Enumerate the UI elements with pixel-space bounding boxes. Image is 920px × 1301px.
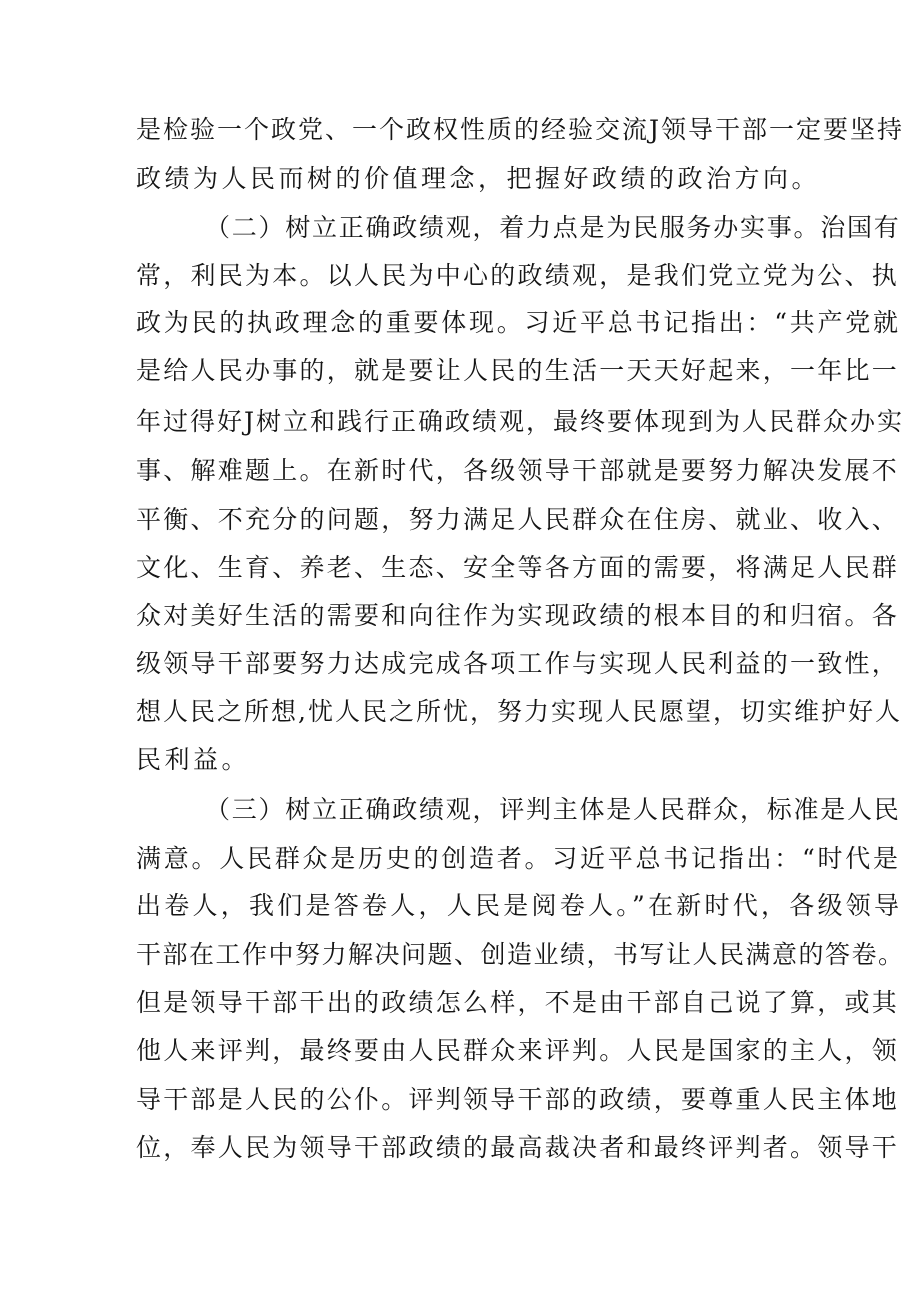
text-line: 是检验一个政党、一个政权性质的经验交流J领导干部一定要坚持	[136, 115, 905, 144]
text-line: 是给人民办事的，就是要让人民的生活一天天好起来，一年比一	[136, 356, 900, 385]
text-line: 事、解难题上。在新时代，各级领导干部就是要努力解决发展不	[136, 456, 900, 485]
text-line: 平衡、不充分的问题，努力满足人民群众在住房、就业、收入、	[136, 505, 900, 534]
text-line: 干部在工作中努力解决问题、创造业绩，书写让人民满意的答卷。	[136, 940, 905, 969]
paragraph-2-first-line: （二）树立正确政绩观，着力点是为民服务办实事。治国有	[205, 213, 901, 242]
text-line: 众对美好生活的需要和向往作为实现政绩的根本目的和归宿。各	[136, 601, 900, 630]
text-line: 导干部是人民的公仆。评判领导干部的政绩，要尊重人民主体地	[136, 1085, 900, 1114]
text-line: 想人民之所想,忧人民之所忧，努力实现人民愿望，切实维护好人	[136, 697, 902, 726]
text-line: 但是领导干部干出的政绩怎么样，不是由干部自己说了算，或其	[136, 988, 900, 1017]
text-line: 出卷人，我们是答卷人，人民是阅卷人。”在新时代，各级领导	[136, 891, 903, 920]
text-line: 级领导干部要努力达成完成各项工作与实现人民利益的一致性，	[136, 649, 900, 678]
text-line: 常，利民为本。以人民为中心的政绩观，是我们党立党为公、执	[136, 261, 900, 290]
text-line: 位，奉人民为领导干部政绩的最高裁决者和最终评判者。领导干	[136, 1133, 900, 1162]
text-line: 政为民的执政理念的重要体现。习近平总书记指出：“共产党就	[136, 308, 901, 337]
text-line: 他人来评判，最终要由人民群众来评判。人民是国家的主人，领	[136, 1036, 900, 1065]
text-line: 年过得好J树立和践行正确政绩观，最终要体现到为人民群众办实	[136, 407, 905, 436]
text-line: 政绩为人民而树的价值理念，把握好政绩的政治方向。	[136, 164, 821, 193]
text-line: 民利益。	[136, 745, 251, 774]
paragraph-3-first-line: （三）树立正确政绩观，评判主体是人民群众，标准是人民	[205, 795, 901, 824]
text-line: 满意。人民群众是历史的创造者。习近平总书记指出：“时代是	[136, 844, 901, 873]
text-line: 文化、生育、养老、生态、安全等各方面的需要，将满足人民群	[136, 553, 900, 582]
